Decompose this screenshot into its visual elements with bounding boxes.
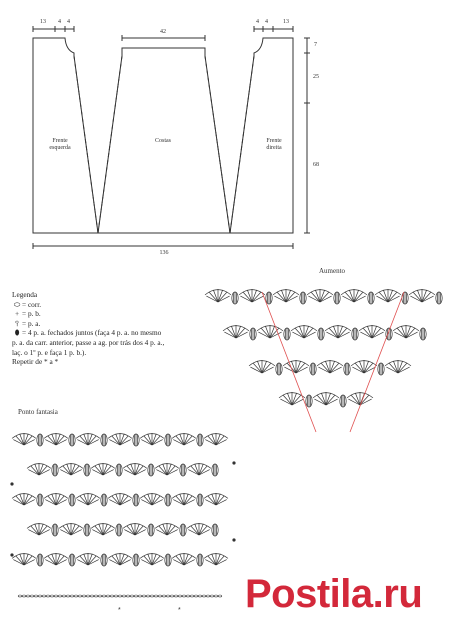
- double-crochet-stitch: [152, 436, 160, 445]
- single-crochet-symbol-icon: +: [14, 309, 20, 319]
- chain-stitch: [126, 595, 130, 597]
- dim-top-left-4a: 4: [58, 19, 61, 25]
- double-crochet-stitch: [112, 556, 120, 565]
- double-crochet-stitch: [24, 436, 32, 445]
- double-crochet-stitch: [71, 466, 79, 475]
- cluster-stitch: [133, 494, 139, 506]
- stitch-fan: [172, 433, 196, 445]
- legend-continuation-1: p. a. da carr. anterior, passe a ag. por trás dos 4 p. a.,: [12, 337, 165, 347]
- cluster-stitch: [165, 494, 171, 506]
- double-crochet-stitch: [88, 436, 96, 445]
- stitch-fan: [12, 493, 36, 505]
- chain-stitch: [34, 595, 38, 597]
- stitch-fan: [155, 523, 179, 535]
- double-crochet-stitch: [56, 436, 64, 445]
- chain-stitch: [90, 595, 94, 597]
- stitch-fan: [123, 523, 147, 535]
- double-crochet-stitch: [167, 526, 175, 535]
- double-crochet-stitch: [31, 526, 39, 535]
- stitch-fan: [44, 433, 68, 445]
- stitch-fan: [140, 433, 164, 445]
- cluster-symbol-icon: ⬮: [14, 328, 20, 338]
- stitch-fan: [76, 493, 100, 505]
- cluster-stitch: [180, 524, 186, 536]
- double-crochet-stitch: [191, 526, 199, 535]
- stitch-fan: [12, 553, 36, 565]
- dim-right-68: 68: [313, 162, 319, 168]
- double-crochet-stitch: [24, 556, 32, 565]
- dim-top-left-13: 13: [40, 19, 46, 25]
- chain-stitch: [198, 595, 202, 597]
- cluster-stitch: [52, 524, 58, 536]
- double-crochet-stitch: [216, 436, 224, 445]
- legend-repeat-note: Repetir de * a *: [12, 357, 59, 367]
- chain-stitch: [162, 595, 166, 597]
- chain-stitch: [94, 595, 98, 597]
- double-crochet-stitch: [184, 496, 192, 505]
- cluster-stitch: [133, 554, 139, 566]
- stitch-fan: [76, 433, 100, 445]
- cluster-stitch: [148, 524, 154, 536]
- double-crochet-stitch: [144, 496, 152, 505]
- cluster-stitch: [197, 554, 203, 566]
- chain-stitch: [114, 595, 118, 597]
- chain-stitch: [78, 595, 82, 597]
- double-crochet-stitch: [176, 556, 184, 565]
- chain-stitch: [142, 595, 146, 597]
- stitch-fan: [140, 553, 164, 565]
- left-front-label-line1: Frente: [52, 138, 68, 144]
- chain-stitch: [26, 595, 30, 597]
- chain-stitch: [202, 595, 206, 597]
- double-crochet-stitch: [216, 556, 224, 565]
- chain-stitch: [178, 595, 182, 597]
- cluster-stitch: [101, 554, 107, 566]
- double-crochet-stitch: [80, 496, 88, 505]
- double-crochet-symbol-icon: ⫯: [15, 318, 19, 328]
- double-crochet-stitch: [167, 466, 175, 475]
- cluster-stitch: [197, 434, 203, 446]
- double-crochet-stitch: [95, 466, 103, 475]
- cluster-stitch: [84, 464, 90, 476]
- double-crochet-stitch: [48, 436, 56, 445]
- chain-stitch: [214, 595, 218, 597]
- foundation-chain: [18, 595, 222, 597]
- double-crochet-stitch: [208, 436, 216, 445]
- stitch-fan: [59, 523, 83, 535]
- chain-stitch: [54, 595, 58, 597]
- double-crochet-stitch: [103, 466, 111, 475]
- dim-back-width: 42: [160, 29, 166, 35]
- chain-stitch: [110, 595, 114, 597]
- cluster-stitch: [84, 524, 90, 536]
- double-crochet-stitch: [39, 526, 47, 535]
- chain-stitch: [146, 595, 150, 597]
- chain-stitch: [62, 595, 66, 597]
- double-crochet-stitch: [152, 496, 160, 505]
- double-crochet-stitch: [199, 526, 207, 535]
- chain-stitch: [130, 595, 134, 597]
- double-crochet-stitch: [103, 526, 111, 535]
- chain-stitch: [58, 595, 62, 597]
- stitch-fan: [140, 493, 164, 505]
- chain-stitch: [66, 595, 70, 597]
- double-crochet-stitch: [88, 496, 96, 505]
- cluster-stitch: [165, 434, 171, 446]
- legend-item-chain-text: = corr.: [22, 299, 42, 309]
- chain-stitch: [50, 595, 54, 597]
- cluster-stitch: [212, 464, 218, 476]
- double-crochet-stitch: [80, 436, 88, 445]
- back-label: Costas: [154, 138, 171, 144]
- double-crochet-stitch: [120, 436, 128, 445]
- chain-stitch: [38, 595, 42, 597]
- legend-continuation-2: laç. o 1º p. e faça 1 p. b.).: [12, 347, 87, 357]
- chain-stitch: [74, 595, 78, 597]
- double-crochet-stitch: [63, 466, 71, 475]
- double-crochet-stitch: [31, 466, 39, 475]
- double-crochet-stitch: [48, 496, 56, 505]
- double-crochet-stitch: [24, 496, 32, 505]
- stitch-fan: [108, 433, 132, 445]
- double-crochet-stitch: [112, 496, 120, 505]
- double-crochet-stitch: [56, 496, 64, 505]
- chain-stitch: [122, 595, 126, 597]
- row-end-marker: [232, 461, 235, 464]
- stitch-fan: [123, 463, 147, 475]
- double-crochet-stitch: [208, 556, 216, 565]
- right-front-label-line1: Frente: [266, 138, 282, 144]
- dim-right-7: 7: [314, 42, 317, 48]
- chain-stitch: [134, 595, 138, 597]
- dim-top-right-13: 13: [283, 19, 289, 25]
- double-crochet-stitch: [199, 466, 207, 475]
- cluster-stitch: [69, 554, 75, 566]
- double-crochet-stitch: [120, 496, 128, 505]
- cluster-stitch: [116, 524, 122, 536]
- chain-stitch: [106, 595, 110, 597]
- stitch-fan: [172, 493, 196, 505]
- double-crochet-stitch: [16, 556, 24, 565]
- row-start-marker: [10, 482, 13, 485]
- stitch-fan: [108, 493, 132, 505]
- double-crochet-stitch: [208, 496, 216, 505]
- cluster-stitch: [52, 464, 58, 476]
- stitch-fan: [59, 463, 83, 475]
- chain-stitch: [102, 595, 106, 597]
- chain-stitch: [186, 595, 190, 597]
- chain-stitch: [166, 595, 170, 597]
- chain-stitch: [174, 595, 178, 597]
- cluster-stitch: [165, 554, 171, 566]
- stitch-fan: [155, 463, 179, 475]
- cluster-stitch: [101, 494, 107, 506]
- double-crochet-stitch: [159, 466, 167, 475]
- stitch-fan: [27, 523, 51, 535]
- stitch-fan: [44, 553, 68, 565]
- double-crochet-stitch: [184, 436, 192, 445]
- double-crochet-stitch: [144, 556, 152, 565]
- chain-stitch: [194, 595, 198, 597]
- double-crochet-stitch: [184, 556, 192, 565]
- dim-top-right-4a: 4: [256, 19, 259, 25]
- double-crochet-stitch: [191, 466, 199, 475]
- double-crochet-stitch: [144, 436, 152, 445]
- cluster-stitch: [116, 464, 122, 476]
- cluster-stitch: [148, 464, 154, 476]
- legend-item-cluster-text: = 4 p. a. fechados juntos (faça 4 p. a. no mesmo: [22, 328, 162, 338]
- stitch-fan: [187, 523, 211, 535]
- double-crochet-stitch: [120, 556, 128, 565]
- fancy-chart-title: Ponto fantasia: [18, 408, 58, 416]
- double-crochet-stitch: [152, 556, 160, 565]
- stitch-fan: [27, 463, 51, 475]
- stitch-fan: [204, 553, 228, 565]
- double-crochet-stitch: [112, 436, 120, 445]
- double-crochet-stitch: [216, 496, 224, 505]
- double-crochet-stitch: [135, 526, 143, 535]
- row-end-marker: [232, 538, 235, 541]
- chain-stitch: [46, 595, 50, 597]
- cluster-stitch: [37, 494, 43, 506]
- chain-stitch: [98, 595, 102, 597]
- legend-title: Legenda: [12, 290, 38, 299]
- cluster-stitch: [133, 434, 139, 446]
- double-crochet-stitch: [176, 496, 184, 505]
- double-crochet-stitch: [16, 496, 24, 505]
- double-crochet-stitch: [39, 466, 47, 475]
- legend-item-dc-text: = p. a.: [22, 318, 41, 328]
- cluster-stitch: [197, 494, 203, 506]
- chain-stitch: [42, 595, 46, 597]
- legend-item-sc-text: = p. b.: [22, 309, 41, 319]
- watermark-logo: Postila.ru: [245, 572, 423, 616]
- cluster-stitch: [37, 554, 43, 566]
- chain-stitch: [182, 595, 186, 597]
- cluster-stitch: [69, 434, 75, 446]
- double-crochet-stitch: [88, 556, 96, 565]
- double-crochet-stitch: [127, 526, 135, 535]
- chain-stitch: [190, 595, 194, 597]
- stitch-fan: [44, 493, 68, 505]
- chain-stitch: [150, 595, 154, 597]
- dim-right-25: 25: [313, 74, 319, 80]
- stitch-fan: [91, 463, 115, 475]
- repeat-marker: *: [178, 607, 181, 614]
- cluster-stitch: [37, 434, 43, 446]
- chain-stitch: [86, 595, 90, 597]
- chain-stitch: [22, 595, 26, 597]
- dim-top-right-4b: 4: [265, 19, 268, 25]
- chain-stitch: [18, 595, 22, 597]
- double-crochet-stitch: [56, 556, 64, 565]
- double-crochet-stitch: [159, 526, 167, 535]
- chain-stitch: [70, 595, 74, 597]
- double-crochet-stitch: [95, 526, 103, 535]
- double-crochet-stitch: [16, 436, 24, 445]
- stitch-fan: [204, 493, 228, 505]
- increase-chart-title: Aumento: [319, 267, 346, 275]
- stitch-fan: [108, 553, 132, 565]
- stitch-fan: [172, 553, 196, 565]
- double-crochet-stitch: [135, 466, 143, 475]
- chain-symbol-icon: ⬭: [13, 299, 21, 309]
- chain-stitch: [170, 595, 174, 597]
- stitch-fan: [204, 433, 228, 445]
- chain-stitch: [118, 595, 122, 597]
- dim-top-left-4b: 4: [67, 19, 70, 25]
- left-front-label-line2: esquerda: [49, 145, 71, 151]
- stitch-fan: [187, 463, 211, 475]
- cluster-stitch: [180, 464, 186, 476]
- chain-stitch: [158, 595, 162, 597]
- chain-stitch: [82, 595, 86, 597]
- chain-stitch: [210, 595, 214, 597]
- chain-stitch: [30, 595, 34, 597]
- cluster-stitch: [101, 434, 107, 446]
- chain-stitch: [138, 595, 142, 597]
- stitch-fan: [76, 553, 100, 565]
- cluster-stitch: [69, 494, 75, 506]
- right-front-label-line2: direita: [266, 145, 282, 151]
- cluster-stitch: [212, 524, 218, 536]
- repeat-marker: *: [118, 607, 121, 614]
- double-crochet-stitch: [127, 466, 135, 475]
- stitch-fan: [91, 523, 115, 535]
- double-crochet-stitch: [80, 556, 88, 565]
- double-crochet-stitch: [176, 436, 184, 445]
- chain-stitch: [206, 595, 210, 597]
- chain-stitch: [218, 595, 222, 597]
- chain-stitch: [154, 595, 158, 597]
- stitch-fan: [12, 433, 36, 445]
- double-crochet-stitch: [71, 526, 79, 535]
- double-crochet-stitch: [63, 526, 71, 535]
- double-crochet-stitch: [48, 556, 56, 565]
- row-start-marker: [10, 553, 13, 556]
- dim-bottom-width: 136: [159, 250, 169, 256]
